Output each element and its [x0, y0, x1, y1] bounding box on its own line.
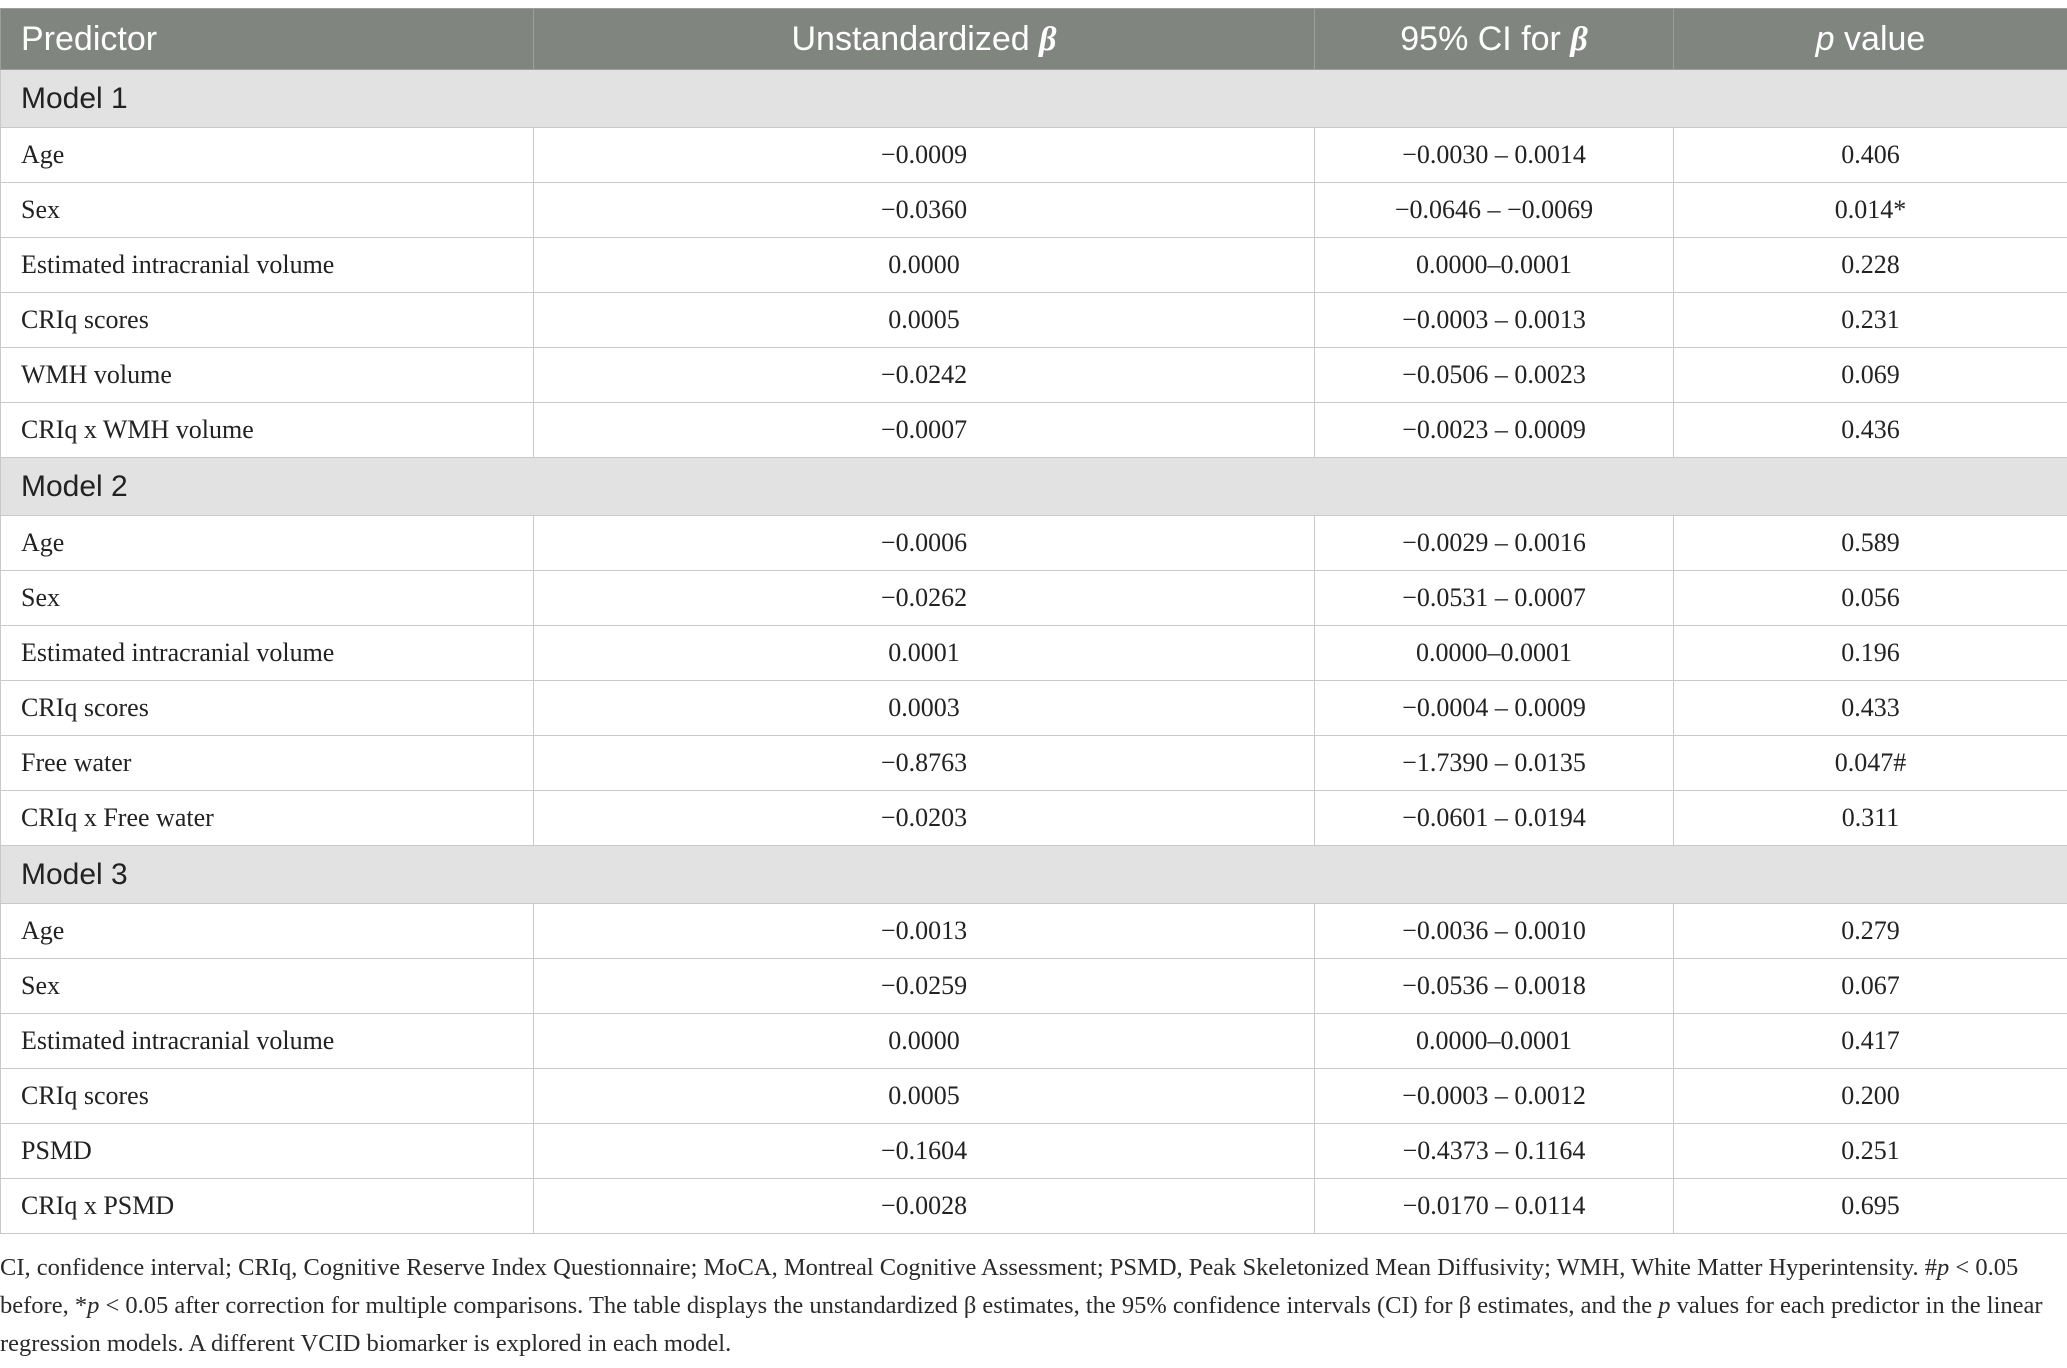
- beta-cell: 0.0000: [534, 1014, 1315, 1069]
- p-value-cell: 0.279: [1674, 904, 2067, 959]
- p-value-cell: 0.047#: [1674, 736, 2067, 791]
- p-value-cell: 0.417: [1674, 1014, 2067, 1069]
- predictor-cell: CRIq x Free water: [1, 791, 534, 846]
- beta-cell: −0.0259: [534, 959, 1315, 1014]
- table-row: [1, 626, 2067, 681]
- header-predictor: Predictor: [1, 9, 534, 70]
- ci-cell: −1.7390 – 0.0135: [1315, 736, 1674, 791]
- table-row: [1, 516, 2067, 571]
- footnote-text: CI, confidence interval; CRIq, Cognitive Reserve Index Questionnaire; MoCA, Montreal Cognitive Assessment; PSMD, Peak Skeletonized Mean Diffusivity; WMH, White Matter Hyperintensity. #: [0, 1254, 1938, 1281]
- p-value-cell: 0.433: [1674, 681, 2067, 736]
- p-value-cell: 0.069: [1674, 348, 2067, 403]
- ci-cell: −0.0536 – 0.0018: [1315, 959, 1674, 1014]
- p-value-cell: 0.406: [1674, 128, 2067, 183]
- p-value-cell: 0.311: [1674, 791, 2067, 846]
- table-row: [1, 1124, 2067, 1179]
- p-value-cell: 0.067: [1674, 959, 2067, 1014]
- beta-cell: 0.0001: [534, 626, 1315, 681]
- ci-cell: −0.0003 – 0.0013: [1315, 293, 1674, 348]
- table-footnote: [0, 1249, 2060, 1363]
- table-row: [1, 904, 2067, 959]
- predictor-cell: Estimated intracranial volume: [1, 1014, 534, 1069]
- p-value-cell: 0.589: [1674, 516, 2067, 571]
- beta-cell: −0.0007: [534, 403, 1315, 458]
- header-p-value: [1674, 9, 2067, 70]
- footnote-p-symbol: p: [1658, 1292, 1671, 1319]
- table-row: [1, 736, 2067, 791]
- p-value-cell: 0.251: [1674, 1124, 2067, 1179]
- table-row: [1, 238, 2067, 293]
- model-title: Model 2: [1, 458, 2067, 516]
- predictor-cell: Estimated intracranial volume: [1, 238, 534, 293]
- ci-cell: 0.0000–0.0001: [1315, 238, 1674, 293]
- beta-cell: −0.0242: [534, 348, 1315, 403]
- predictor-cell: PSMD: [1, 1124, 534, 1179]
- table-row: [1, 348, 2067, 403]
- footnote-text: < 0.05 after correction for multiple comparisons. The table displays the unstandardized β estimates, the 95% confidence intervals (CI) for β estimates, and the: [99, 1292, 1659, 1319]
- predictor-cell: Sex: [1, 571, 534, 626]
- predictor-cell: Age: [1, 904, 534, 959]
- ci-cell: −0.0170 – 0.0114: [1315, 1179, 1674, 1234]
- table-row: [1, 1179, 2067, 1234]
- footnote-text: < 0.05 before, *: [0, 1254, 2019, 1319]
- p-value-cell: 0.231: [1674, 293, 2067, 348]
- p-value-cell: 0.056: [1674, 571, 2067, 626]
- ci-cell: −0.0030 – 0.0014: [1315, 128, 1674, 183]
- p-value-cell: 0.436: [1674, 403, 2067, 458]
- table-row: [1, 571, 2067, 626]
- ci-cell: 0.0000–0.0001: [1315, 1014, 1674, 1069]
- p-value-cell: 0.200: [1674, 1069, 2067, 1124]
- beta-cell: 0.0000: [534, 238, 1315, 293]
- regression-table: [0, 8, 2067, 1234]
- predictor-cell: Free water: [1, 736, 534, 791]
- beta-cell: −0.0360: [534, 183, 1315, 238]
- table-header: [1, 9, 2067, 70]
- p-value-cell: 0.014*: [1674, 183, 2067, 238]
- table-row: [1, 959, 2067, 1014]
- predictor-cell: CRIq x WMH volume: [1, 403, 534, 458]
- header-beta-prefix: Unstandardized: [791, 19, 1040, 58]
- predictor-cell: CRIq scores: [1, 681, 534, 736]
- ci-cell: −0.0036 – 0.0010: [1315, 904, 1674, 959]
- ci-cell: −0.0601 – 0.0194: [1315, 791, 1674, 846]
- ci-cell: −0.0531 – 0.0007: [1315, 571, 1674, 626]
- ci-cell: −0.0003 – 0.0012: [1315, 1069, 1674, 1124]
- table-row: [1, 1069, 2067, 1124]
- table-row: [1, 183, 2067, 238]
- predictor-cell: Age: [1, 128, 534, 183]
- model-heading-row: [1, 458, 2067, 516]
- header-p-suffix: value: [1834, 19, 1926, 58]
- predictor-cell: CRIq scores: [1, 1069, 534, 1124]
- p-value-cell: 0.196: [1674, 626, 2067, 681]
- beta-cell: −0.0006: [534, 516, 1315, 571]
- footnote-text: values for each predictor in the linear regression models. A different VCID biomarker is explored in each model.: [0, 1292, 2043, 1357]
- table-row: [1, 681, 2067, 736]
- header-beta-symbol: β: [1039, 20, 1057, 58]
- ci-cell: −0.4373 – 0.1164: [1315, 1124, 1674, 1179]
- beta-cell: −0.8763: [534, 736, 1315, 791]
- predictor-cell: CRIq x PSMD: [1, 1179, 534, 1234]
- ci-cell: −0.0004 – 0.0009: [1315, 681, 1674, 736]
- ci-cell: 0.0000–0.0001: [1315, 626, 1674, 681]
- beta-cell: −0.0013: [534, 904, 1315, 959]
- model-heading-row: [1, 70, 2067, 128]
- beta-cell: 0.0005: [534, 1069, 1315, 1124]
- model-title: Model 1: [1, 70, 2067, 128]
- header-ci: [1315, 9, 1674, 70]
- beta-cell: 0.0005: [534, 293, 1315, 348]
- predictor-cell: Estimated intracranial volume: [1, 626, 534, 681]
- header-beta: [534, 9, 1315, 70]
- beta-cell: −0.0262: [534, 571, 1315, 626]
- table-row: [1, 791, 2067, 846]
- footnote-p-symbol: p: [1937, 1254, 1950, 1281]
- table-row: [1, 293, 2067, 348]
- predictor-cell: WMH volume: [1, 348, 534, 403]
- beta-cell: −0.1604: [534, 1124, 1315, 1179]
- model-title: Model 3: [1, 846, 2067, 904]
- beta-cell: 0.0003: [534, 681, 1315, 736]
- beta-cell: −0.0009: [534, 128, 1315, 183]
- table-row: [1, 128, 2067, 183]
- beta-cell: −0.0028: [534, 1179, 1315, 1234]
- predictor-cell: CRIq scores: [1, 293, 534, 348]
- predictor-cell: Age: [1, 516, 534, 571]
- beta-cell: −0.0203: [534, 791, 1315, 846]
- predictor-cell: Sex: [1, 959, 534, 1014]
- predictor-cell: Sex: [1, 183, 534, 238]
- model-heading-row: [1, 846, 2067, 904]
- header-p-symbol: p: [1815, 19, 1835, 58]
- ci-cell: −0.0029 – 0.0016: [1315, 516, 1674, 571]
- ci-cell: −0.0646 – −0.0069: [1315, 183, 1674, 238]
- ci-cell: −0.0506 – 0.0023: [1315, 348, 1674, 403]
- header-ci-symbol: β: [1570, 20, 1588, 58]
- p-value-cell: 0.695: [1674, 1179, 2067, 1234]
- p-value-cell: 0.228: [1674, 238, 2067, 293]
- footnote-p-symbol: p: [87, 1292, 100, 1319]
- table-row: [1, 1014, 2067, 1069]
- header-ci-prefix: 95% CI for: [1400, 19, 1571, 58]
- table-row: [1, 403, 2067, 458]
- ci-cell: −0.0023 – 0.0009: [1315, 403, 1674, 458]
